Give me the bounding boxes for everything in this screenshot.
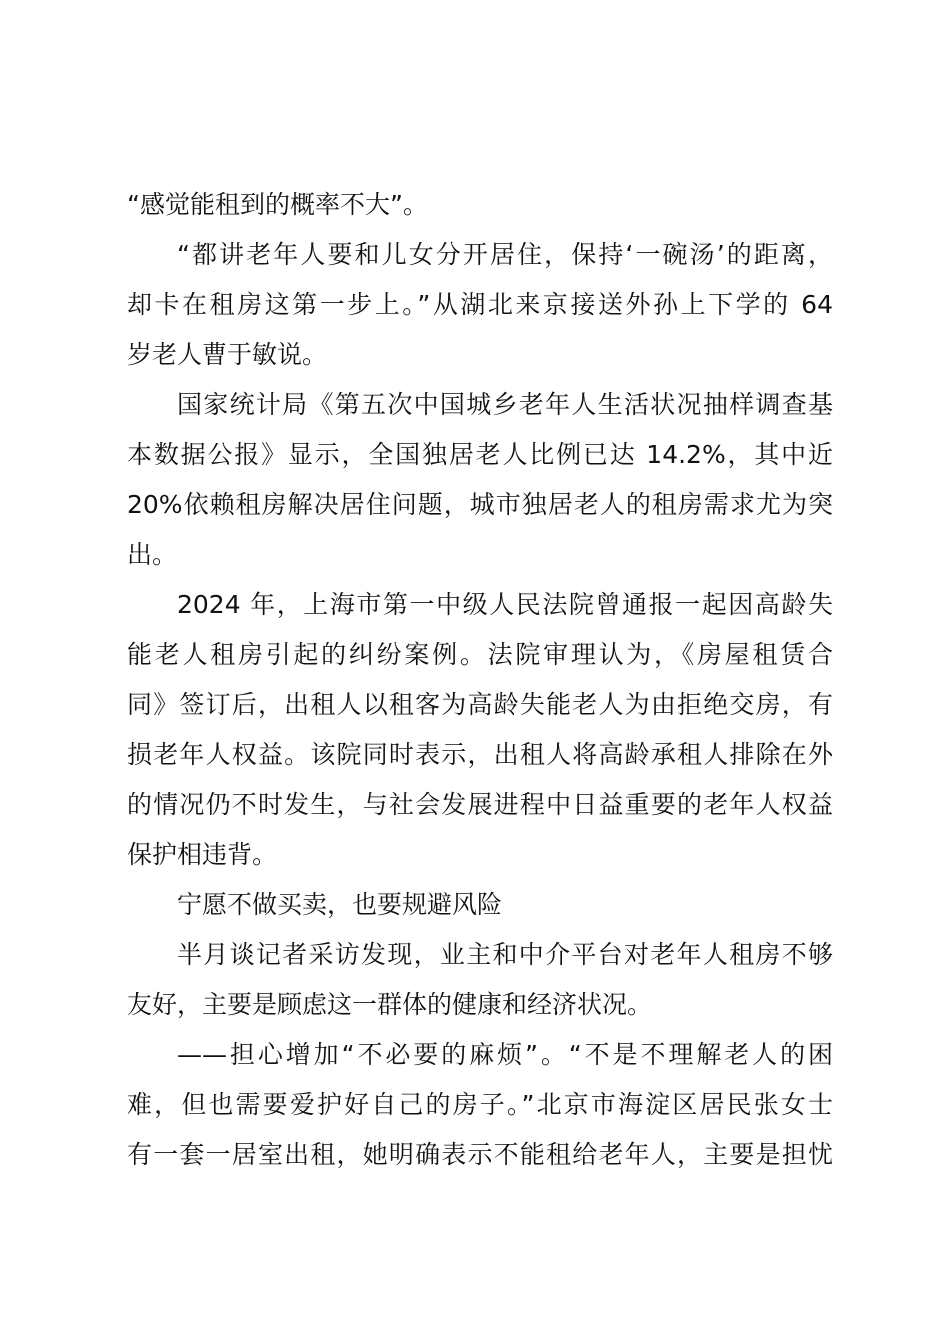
section-heading [127, 880, 833, 930]
text-line: 同》签订后，出租人以租客为高龄失能老人为由拒绝交房，有 [127, 690, 833, 719]
text-line: 岁老人曹于敏说。 [127, 340, 328, 369]
text-line: 的情况仍不时发生，与社会发展进程中日益重要的老年人权益 [127, 790, 833, 819]
paragraph [127, 230, 833, 380]
text-line: 有一套一居室出租，她明确表示不能租给老年人，主要是担忧 [127, 1140, 833, 1169]
paragraph [127, 930, 833, 1030]
text-line: 国家统计局《第五次中国城乡老年人生活状况抽样调查基 [177, 390, 833, 419]
text-line: 2024 年，上海市第一中级人民法院曾通报一起因高龄失 [177, 590, 833, 619]
text-line: “都讲老年人要和儿女分开居住，保持‘一碗汤’的距离， [177, 240, 833, 269]
paragraph [127, 1030, 833, 1180]
paragraph [127, 180, 833, 230]
paragraph [127, 580, 833, 880]
heading-line: 宁愿不做买卖，也要规避风险 [177, 890, 503, 919]
text-line: 本数据公报》显示，全国独居老人比例已达 14.2%，其中近 [127, 440, 833, 469]
text-line: 友好，主要是顾虑这一群体的健康和经济状况。 [127, 990, 653, 1019]
text-line: 出。 [127, 540, 178, 569]
paragraph [127, 380, 833, 580]
text-line: 却卡在租房这第一步上。”从湖北来京接送外孙上下学的 64 [127, 290, 833, 319]
text-line: “感觉能租到的概率不大”。 [127, 190, 428, 219]
text-line: 半月谈记者采访发现，业主和中介平台对老年人租房不够 [177, 940, 833, 969]
text-line: 损老年人权益。该院同时表示，出租人将高龄承租人排除在外 [127, 740, 833, 769]
text-line: 能老人租房引起的纠纷案例。法院审理认为，《房屋租赁合 [127, 640, 833, 669]
text-line: ——担心增加“不必要的麻烦”。“不是不理解老人的困 [177, 1040, 833, 1069]
document-page [127, 180, 833, 1180]
text-line: 难，但也需要爱护好自己的房子。”北京市海淀区居民张女士 [127, 1090, 833, 1119]
text-line: 保护相违背。 [127, 840, 278, 869]
text-line: 20%依赖租房解决居住问题，城市独居老人的租房需求尤为突 [127, 490, 833, 519]
